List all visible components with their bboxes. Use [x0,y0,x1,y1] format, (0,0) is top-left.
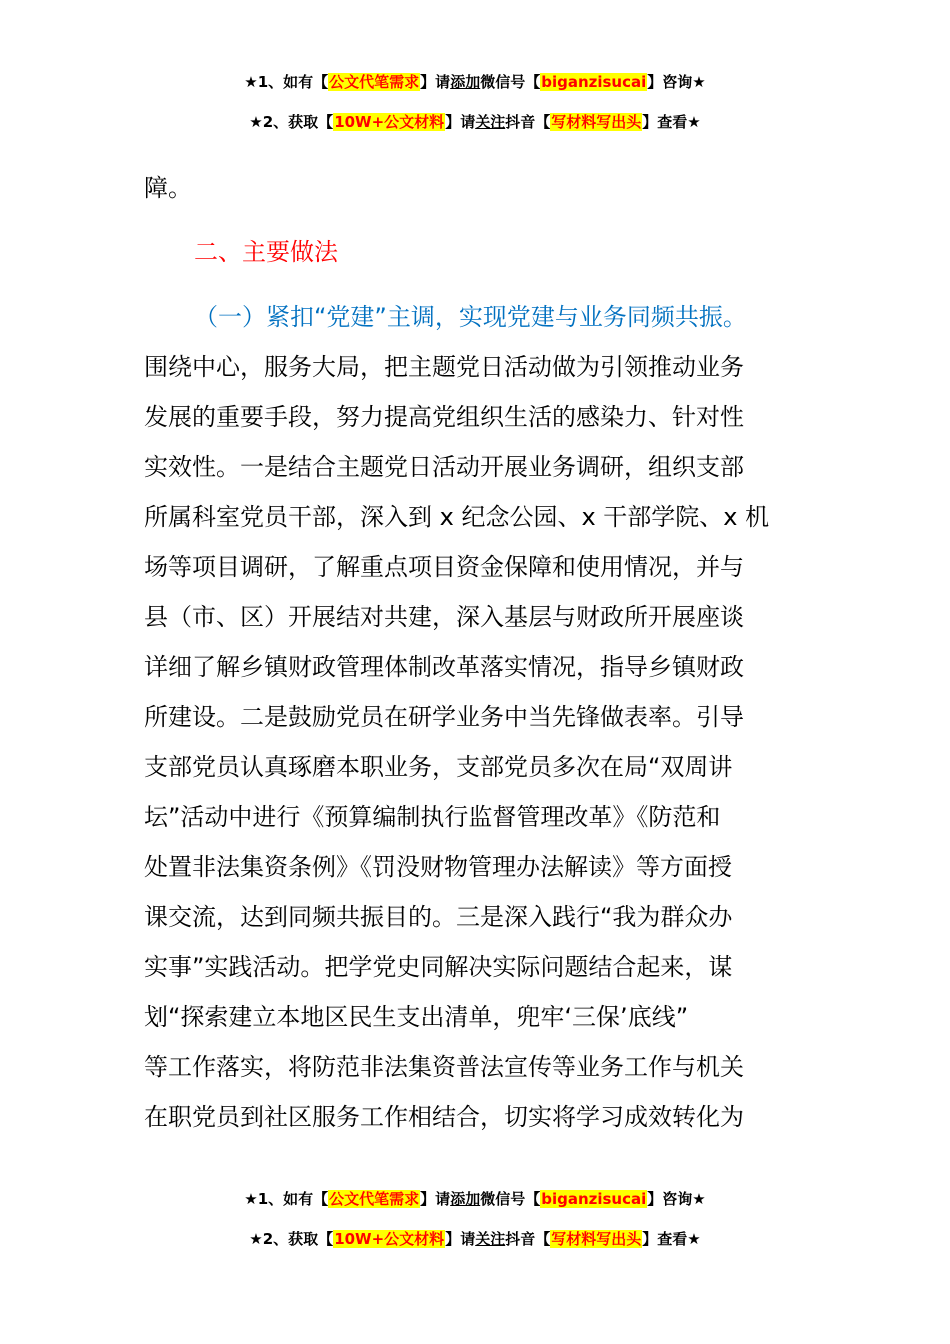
paragraph-line: 县（市、区）开展结对共建，深入基层与财政所开展座谈 [144,603,744,631]
promo-highlight: 公文代笔需求 [329,73,420,91]
paragraph-line: 所建设。二是鼓励党员在研学业务中当先锋做表率。引导 [144,703,744,731]
promo-text: 抖音【 [505,113,551,131]
promo-text: 微信号【 [480,1190,541,1208]
promo-text: 】请 [420,1190,451,1208]
paragraph-line: 划“探索建立本地区民生支出清单，兜牢‘三保’底线” [144,1003,689,1031]
promo-text: 抖音【 [505,1230,551,1248]
promo-text: 】请 [420,73,451,91]
paragraph-line: 等工作落实，将防范非法集资普法宣传等业务工作与机关 [144,1053,744,1081]
promo-suffix: 】咨询★ [647,73,706,91]
promo-douyin-id: 写材料写出头 [551,113,642,131]
paragraph-line: 围绕中心，服务大局，把主题党日活动做为引领推动业务 [144,353,744,381]
promo-suffix: 】咨询★ [647,1190,706,1208]
paragraph-line: 所属科室党员干部，深入到 x 纪念公园、x 干部学院、x 机 [144,503,770,531]
paragraph-line: 坛”活动中进行《预算编制执行监督管理改革》《防范和 [144,803,721,831]
header-promo-line-1 [0,71,950,92]
paragraph-line: 发展的重要手段，努力提高党组织生活的感染力、针对性 [144,403,744,431]
sub-heading: （一）紧扣“党建”主调，实现党建与业务同频共振。 [194,303,747,331]
promo-text: 】请 [445,1230,476,1248]
paragraph-line: 在职党员到社区服务工作相结合，切实将学习成效转化为 [144,1103,744,1131]
promo-suffix: 】查看★ [642,113,701,131]
footer-promo-line-1 [0,1188,950,1209]
promo-douyin-id: 写材料写出头 [551,1230,642,1248]
paragraph-line: 详细了解乡镇财政管理体制改革落实情况，指导乡镇财政 [144,653,744,681]
promo-underlined: 添加 [450,73,481,91]
paragraph-line: 实效性。一是结合主题党日活动开展业务调研，组织支部 [144,453,744,481]
promo-prefix: ★2、获取【 [249,113,334,131]
promo-text: 微信号【 [480,73,541,91]
promo-highlight: 10W+公文材料 [334,1230,445,1248]
paragraph-line: 处置非法集资条例》《罚没财物管理办法解读》等方面授 [144,853,732,881]
header-promo-line-2 [0,111,950,132]
paragraph-line: 场等项目调研，了解重点项目资金保障和使用情况，并与 [144,553,744,581]
continued-text: 障。 [144,174,192,202]
paragraph-line: 支部党员认真琢磨本职业务，支部党员多次在局“双周讲 [144,753,733,781]
footer-promo-line-2 [0,1228,950,1249]
paragraph-line: 课交流，达到同频共振目的。三是深入践行“我为群众办 [144,903,733,931]
promo-text: 】请 [445,113,476,131]
promo-underlined: 关注 [475,1230,506,1248]
promo-underlined: 关注 [475,113,506,131]
paragraph-line: 实事”实践活动。把学党史同解决实际问题结合起来，谋 [144,953,733,981]
promo-prefix: ★2、获取【 [249,1230,334,1248]
section-heading: 二、主要做法 [194,238,338,266]
promo-prefix: ★1、如有【 [244,73,329,91]
promo-wechat-id: biganzisucai [541,73,647,91]
promo-underlined: 添加 [450,1190,481,1208]
promo-highlight: 10W+公文材料 [334,113,445,131]
promo-suffix: 】查看★ [642,1230,701,1248]
promo-prefix: ★1、如有【 [244,1190,329,1208]
promo-wechat-id: biganzisucai [541,1190,647,1208]
promo-highlight: 公文代笔需求 [329,1190,420,1208]
